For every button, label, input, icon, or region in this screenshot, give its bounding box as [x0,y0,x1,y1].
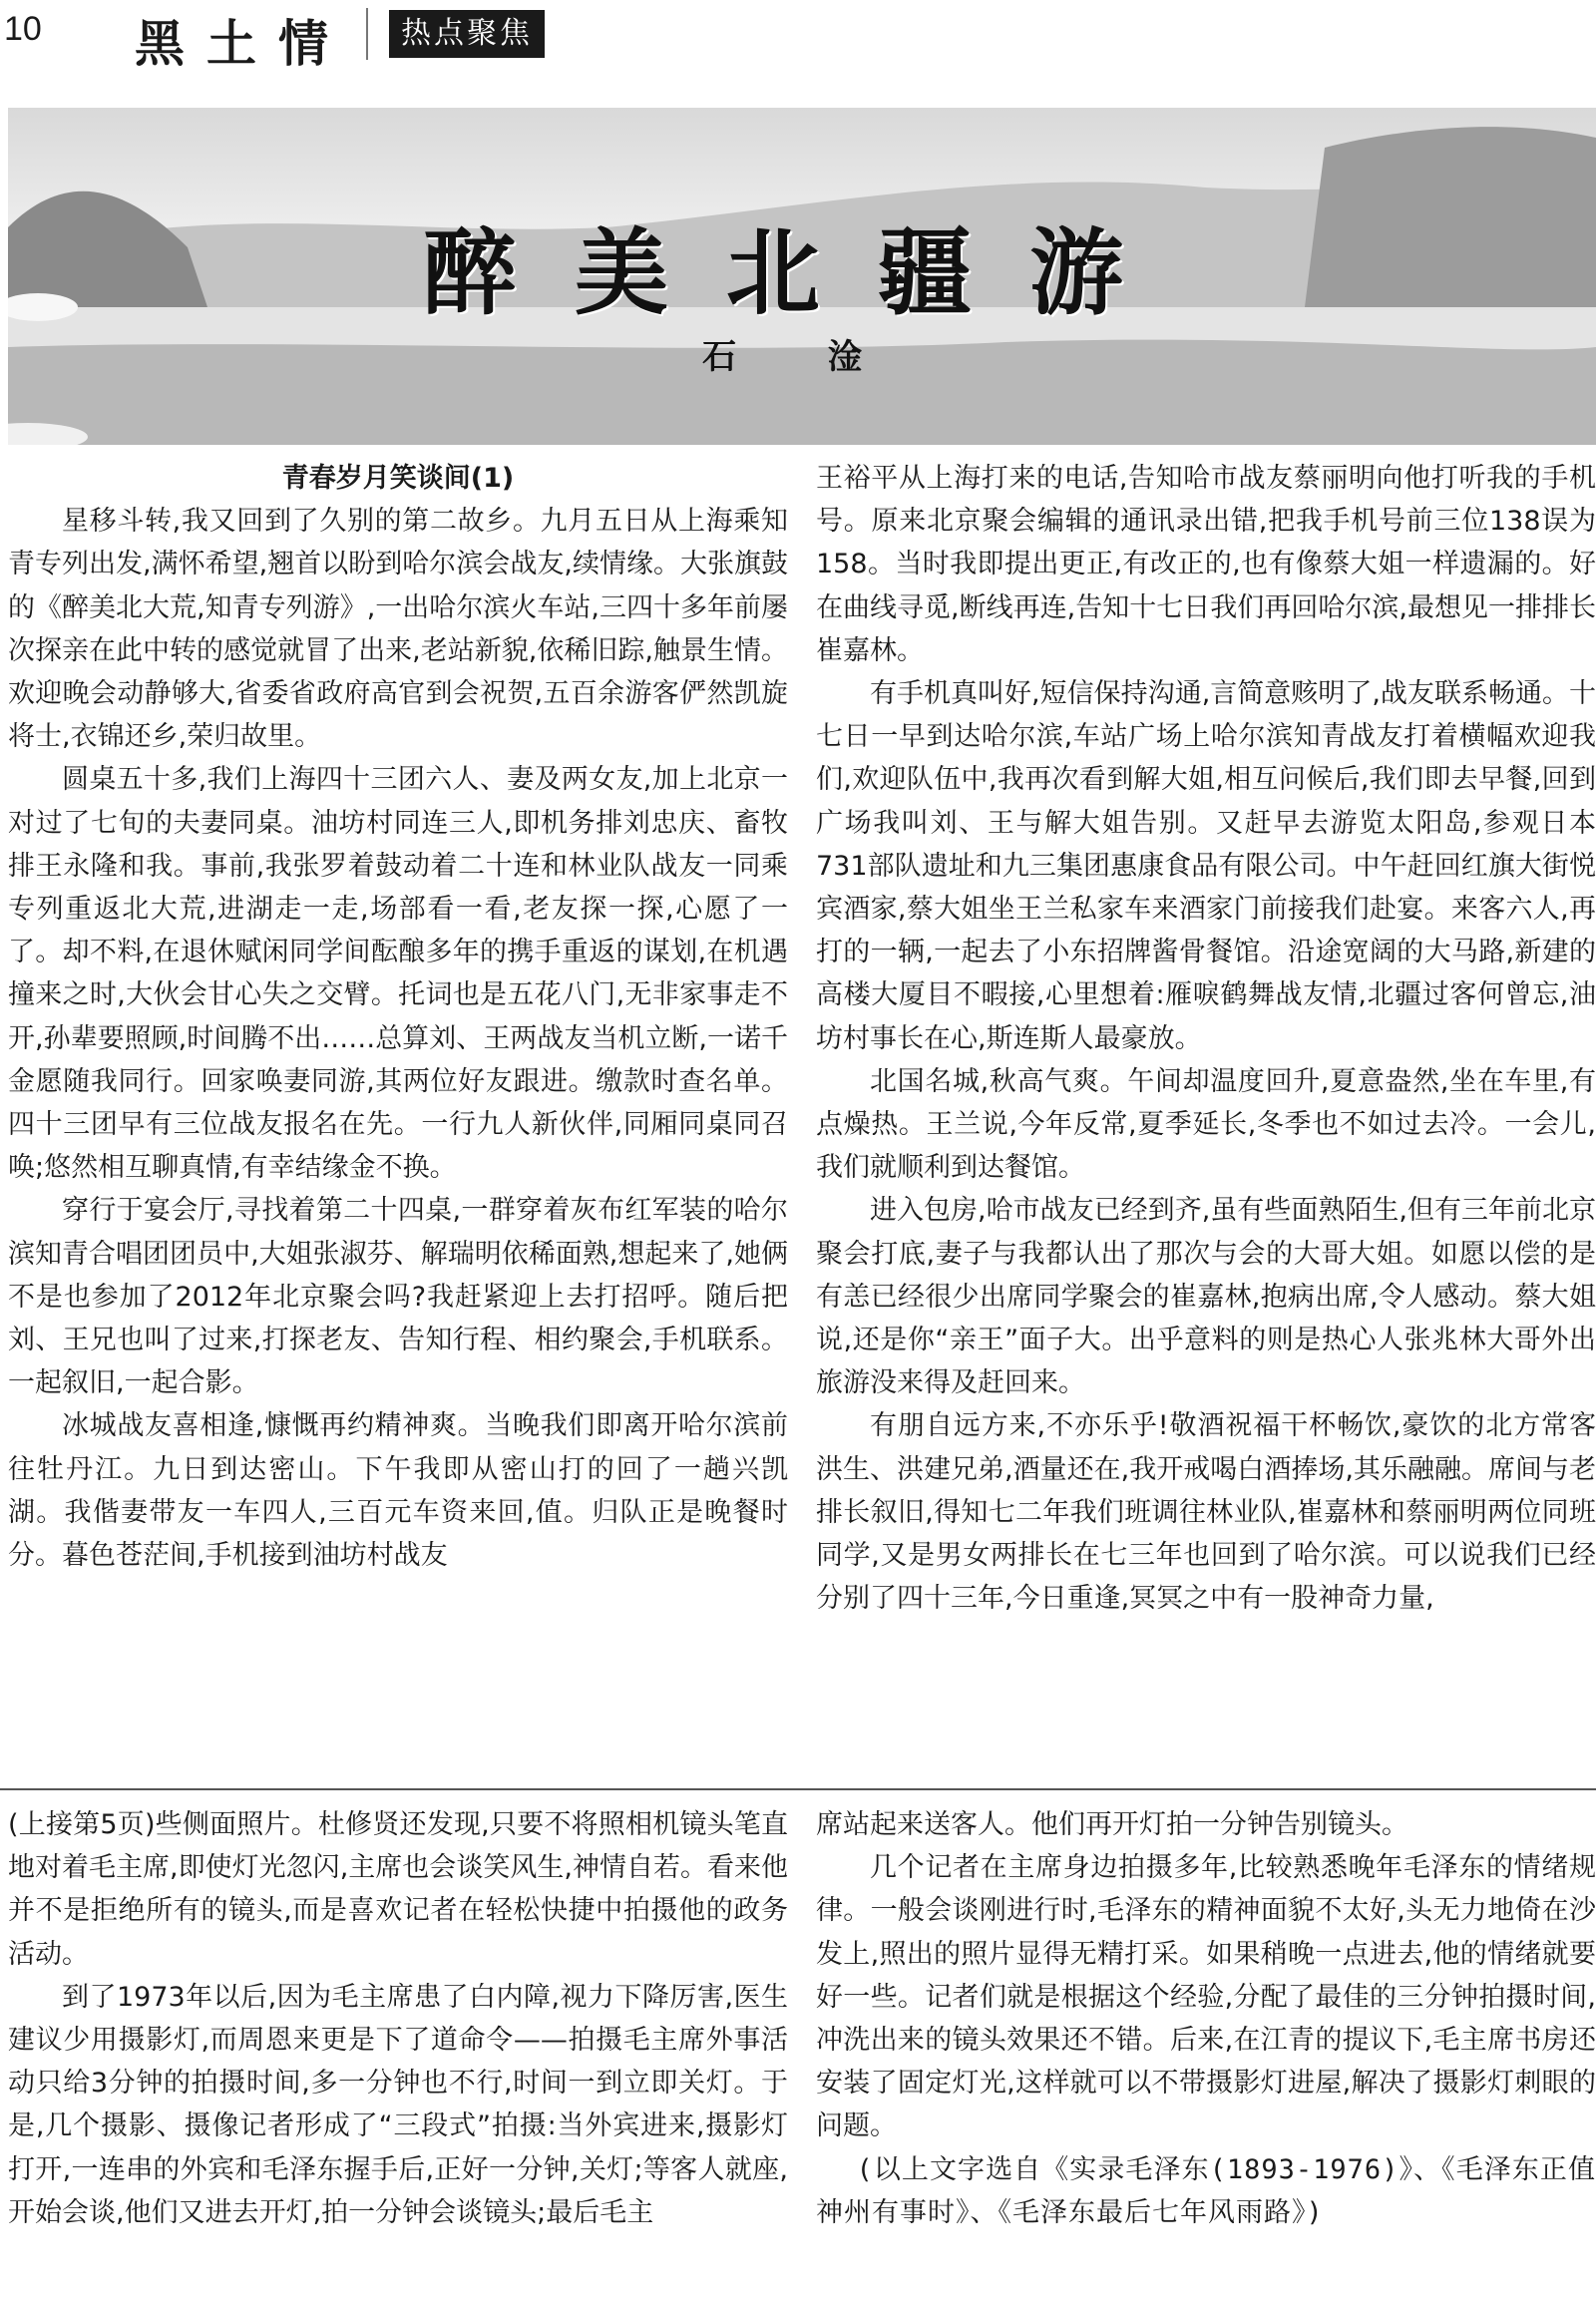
article-author: 石 淦 [702,337,902,377]
magazine-title: 黑土情 [135,14,350,73]
paragraph: 进入包房,哈市战友已经到齐,虽有些面熟陌生,但有三年前北京聚会打底,妻子与我都认出了那次与会的大哥大姐。如愿以偿的是有恙已经很少出席同学聚会的崔嘉林,抱病出席,令人感动。蔡大姐说,还是你“亲王”面子大。出乎意料的则是热心人张兆林大哥外出旅游没来得及赶回来。 [816,1195,1596,1399]
paragraph: 穿行于宴会厅,寻找着第二十四桌,一群穿着灰布红军装的哈尔滨知青合唱团团员中,大姐张淑芬、解瑞明依稀面熟,想起来了,她俩不是也参加了2012年北京聚会吗?我赶紧迎上去打招呼。随后把刘、王兄也叫了过来,打探老友、告知行程、相约聚会,手机联系。一起叙旧,一起合影。 [8,1195,788,1399]
paragraph-continued: 席站起来送客人。他们再开灯拍一分钟告别镜头。 [816,1809,1408,1840]
page-number: 10 [4,10,42,48]
header-divider [366,8,368,60]
paragraph: 有朋自远方来,不亦乐乎!敬酒祝福干杯畅饮,豪饮的北方常客洪生、洪建兄弟,酒量还在,我开戒喝白酒捧场,其乐融融。席间与老排长叙旧,得知七二年我们班调往林业队,崔嘉林和蔡丽明两位同班同学,又是男女两排长在七三年也回到了哈尔滨。可以说我们已经分别了四十三年,今日重逢,冥冥之中有一股神奇力量, [816,1410,1596,1615]
paragraph-continued: (上接第5页)些侧面照片。杜修贤还发现,只要不将照相机镜头笔直地对着毛主席,即使灯光忽闪,主席也会谈笑风生,神情自若。看来他并不是拒绝所有的镜头,而是喜欢记者在轻松快捷中拍摄他的政务活动。 [8,1809,788,1970]
citation: (以上文字选自《实录毛泽东(1893-1976)》、《毛泽东正值神州有事时》、《毛泽东最后七年风雨路》) [816,2153,1596,2228]
title-banner [8,108,1596,445]
paragraph: 北国名城,秋高气爽。午间却温度回升,夏意盎然,坐在车里,有点燥热。王兰说,今年反常,夏季延长,冬季也不如过去冷。一会儿,我们就顺利到达餐馆。 [816,1065,1596,1184]
continuation-column-2 [816,1803,1596,2234]
paragraph: 冰城战友喜相逢,慷慨再约精神爽。当晚我们即离开哈尔滨前往牡丹江。九日到达密山。下午我即从密山打的回了一趟兴凯湖。我偕妻带友一车四人,三百元车资来回,值。归队正是晚餐时分。暮色苍茫间,手机接到油坊村战友 [8,1410,788,1572]
paragraph: 有手机真叫好,短信保持沟通,言简意赅明了,战友联系畅通。十七日一早到达哈尔滨,车站广场上哈尔滨知青战友打着横幅欢迎我们,欢迎队伍中,我再次看到解大姐,相互问候后,我们即去早餐,回到广场我叫刘、王与解大姐告别。又赶早去游览太阳岛,参观日本731部队遗址和九三集团惠康食品有限公司。中午赶回红旗大街悦宾酒家,蔡大姐坐王兰私家车来酒家门前接我们赴宴。来客六人,再打的一辆,一起去了小东招牌酱骨餐馆。沿途宽阔的大马路,新建的高楼大厦目不暇接,心里想着:雁唳鹤舞战友情,北疆过客何曾忘,油坊村事长在心,斯连斯人最豪放。 [816,678,1596,1054]
paragraph: 星移斗转,我又回到了久别的第二故乡。九月五日从上海乘知青专列出发,满怀希望,翘首以盼到哈尔滨会战友,续情缘。大张旗鼓的《醉美北大荒,知青专列游》,一出哈尔滨火车站,三四十多年前屡次探亲在此中转的感觉就冒了出来,老站新貌,依稀旧踪,触景生情。欢迎晚会动静够大,省委省政府高官到会祝贺,五百余游客俨然凯旋将士,衣锦还乡,荣归故里。 [8,506,788,753]
paragraph: 几个记者在主席身边拍摄多年,比较熟悉晚年毛泽东的情绪规律。一般会谈刚进行时,毛泽东的精神面貌不太好,头无力地倚在沙发上,照出的照片显得无精打采。如果稍晚一点进去,他的情绪就要好一些。记者们就是根据这个经验,分配了最佳的三分钟拍摄时间,冲洗出来的镜头效果还不错。后来,在江青的提议下,毛主席书房还安装了固定灯光,这样就可以不带摄影灯进屋,解决了摄影灯刺眼的问题。 [816,1852,1596,2142]
continuation-column-1 [8,1803,788,2234]
section-tag: 热点聚焦 [389,10,545,58]
paragraph: 到了1973年以后,因为毛主席患了白内障,视力下降厉害,医生建议少用摄影灯,而周恩来更是下了道命令——拍摄毛主席外事活动只给3分钟的拍摄时间,多一分钟也不行,时间一到立即关灯。于是,几个摄影、摄像记者形成了“三段式”拍摄:当外宾进来,摄影灯打开,一连串的外宾和毛泽东握手后,正好一分钟,关灯;等客人就座,开始会谈,他们又进去开灯,拍一分钟会谈镜头;最后毛主 [8,1981,788,2228]
paragraph-continued: 王裕平从上海打来的电话,告知哈市战友蔡丽明向他打听我的手机号。原来北京聚会编辑的通讯录出错,把我手机号前三位138误为158。当时我即提出更正,有改正的,也有像蔡大姐一样遗漏的。好在曲线寻觅,断线再连,告知十七日我们再回哈尔滨,最想见一排排长崔嘉林。 [816,463,1596,666]
paragraph: 圆桌五十多,我们上海四十三团六人、妻及两女友,加上北京一对过了七旬的夫妻同桌。油坊村同连三人,即机务排刘忠庆、畜牧排王永隆和我。事前,我张罗着鼓动着二十连和林业队战友一同乘专列重返北大荒,进湖走一走,场部看一看,老友探一探,心愿了一了。却不料,在退休赋闲同学间酝酿多年的携手重返的谋划,在机遇撞来之时,大伙会甘心失之交臂。托词也是五花八门,无非家事走不开,孙辈要照顾,时间腾不出……总算刘、王两战友当机立断,一诺千金愿随我同行。回家唤妻同游,其两位好友跟进。缴款时查名单。四十三团早有三位战友报名在先。一行九人新伙伴,同厢同桌同召唤;悠然相互聊真情,有幸结缘金不换。 [8,764,788,1184]
section-divider [0,1788,1596,1790]
article-column-2 [816,457,1596,1620]
article-subhead: 青春岁月笑谈间(1) [281,463,515,494]
article-column-1 [8,457,788,1577]
page-header [0,0,1596,105]
article-title: 醉美北疆游 [422,218,1181,328]
